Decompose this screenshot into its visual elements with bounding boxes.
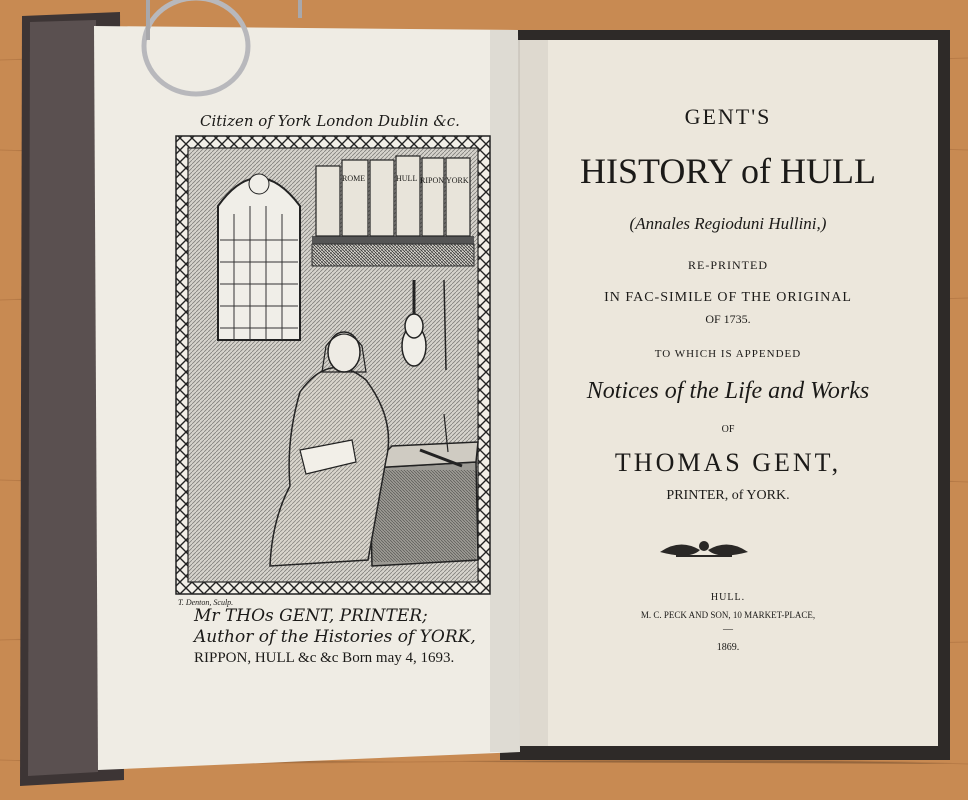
spine-label-york: YORK: [446, 176, 469, 185]
author-name: THOMAS GENT,: [614, 448, 842, 477]
spine-label-rome: ROME: [342, 174, 366, 183]
imprint-year: 1869.: [716, 642, 740, 653]
of-line: OF: [721, 424, 735, 435]
title-main: HISTORY of HULL: [580, 151, 876, 191]
portrait-caption-line3: RIPPON, HULL &c &c Born may 4, 1693.: [194, 650, 455, 666]
original-year-line: OF 1735.: [705, 312, 751, 326]
bookshelf: [316, 156, 470, 236]
facsimile-line: IN FAC-SIMILE OF THE ORIGINAL: [604, 290, 852, 305]
imprint-publisher: M. C. PECK AND SON, 10 MARKET-PLACE,: [640, 610, 816, 620]
notices-heading: Notices of the Life and Works: [586, 378, 870, 404]
engraver-credit: T. Denton, Sculp.: [178, 598, 234, 607]
gothic-window: [218, 178, 300, 340]
portrait-caption-line2: Author of the Histories of YORK,: [194, 627, 476, 647]
title-top: GENT'S: [684, 104, 772, 129]
reprinted-line: RE-PRINTED: [688, 258, 768, 272]
spine-label-hull: HULL: [396, 174, 418, 183]
portrait-caption-line1: Mr THOs GENT, PRINTER;: [194, 606, 428, 626]
engraved-portrait: [176, 136, 490, 594]
frontispiece-top-caption: Citizen of York London Dublin &c.: [200, 112, 460, 130]
imprint-place: HULL.: [710, 592, 746, 603]
spine-label-ripon: RIPON: [420, 176, 445, 185]
subtitle: (Annales Regioduni Hullini,): [629, 214, 827, 233]
author-role: PRINTER, of YORK.: [666, 488, 790, 503]
appended-line: TO WHICH IS APPENDED: [654, 348, 802, 360]
imprint-dash: —: [723, 624, 733, 635]
